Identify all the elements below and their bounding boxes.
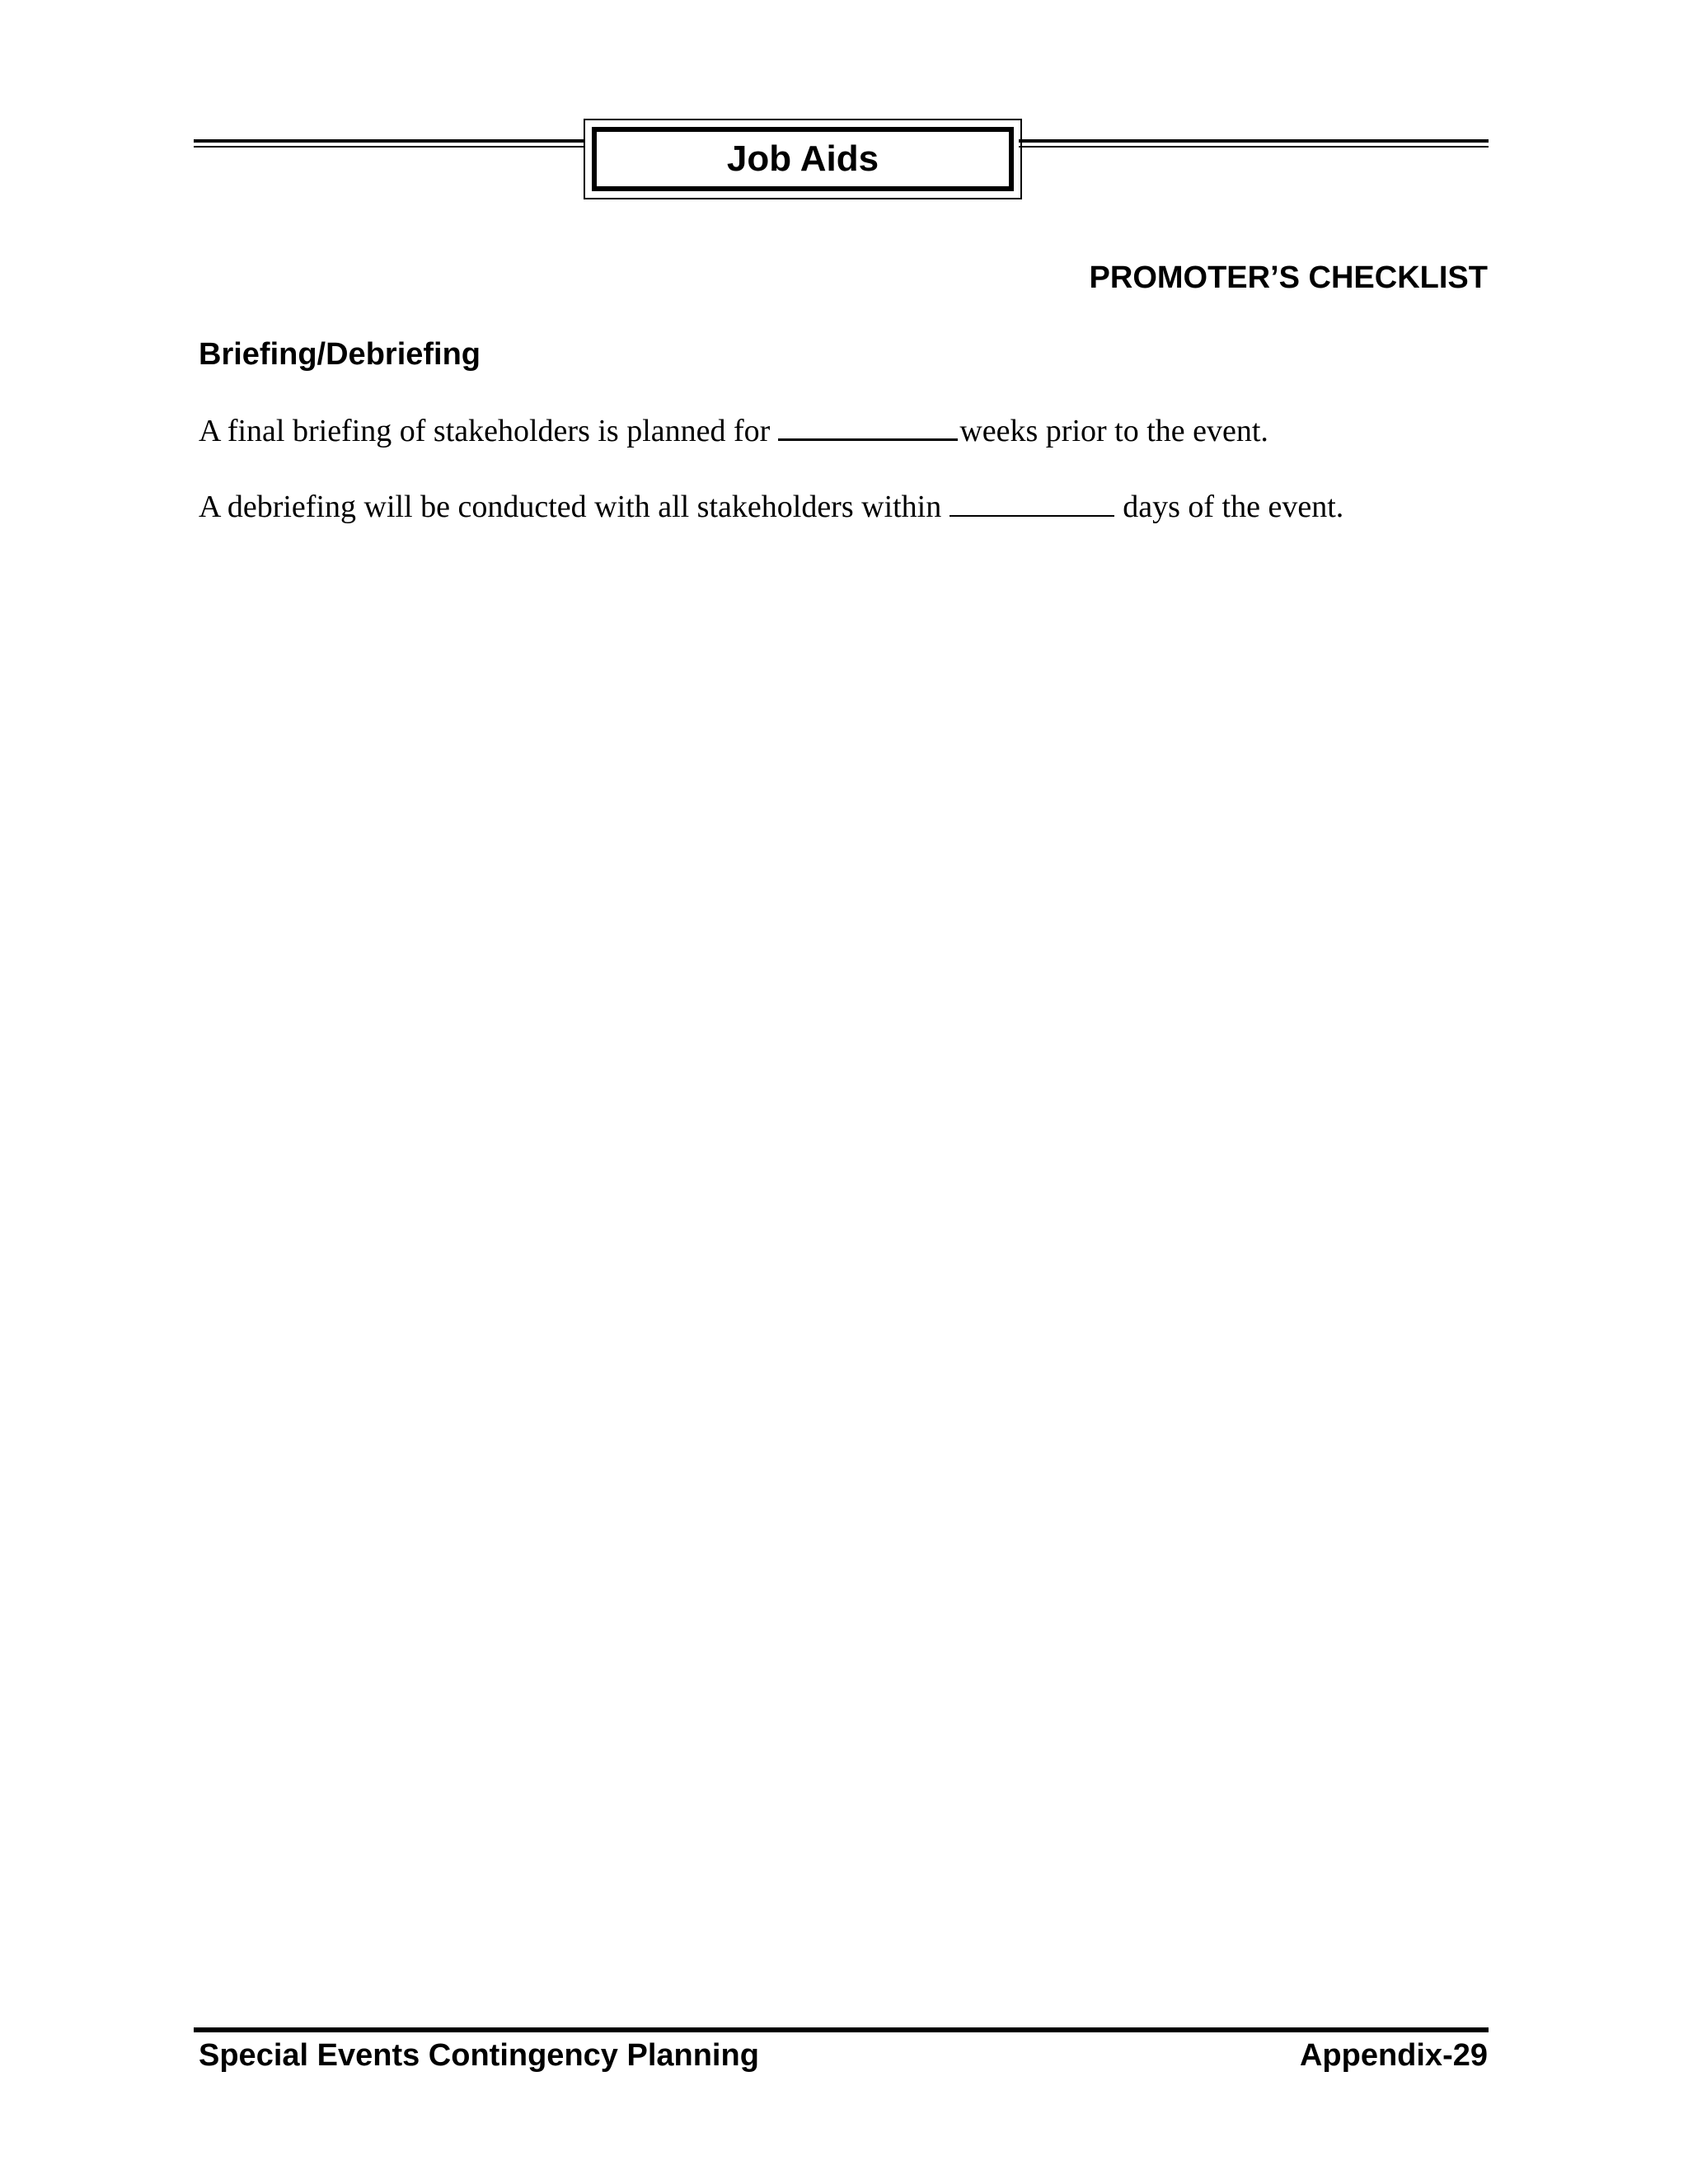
debriefing-text-before: A debriefing will be conducted with all stakeholders within [199,490,942,524]
days-blank-field[interactable] [950,514,1114,517]
weeks-blank-field[interactable] [778,438,958,441]
header-banner-inner [592,127,1014,191]
header-title: Job Aids [726,138,879,179]
footer-page-number: Appendix-29 [1299,2038,1488,2073]
final-briefing-line [199,415,1268,447]
checklist-title: PROMOTER’S CHECKLIST [1089,260,1488,295]
debriefing-text-after: days of the event. [1123,490,1344,524]
section-subheading: Briefing/Debriefing [199,337,481,372]
final-briefing-text-before: A final briefing of stakeholders is planned for [199,414,771,448]
debriefing-line [199,491,1343,523]
header-rule-right [1019,139,1489,148]
header-rule-left [194,139,585,148]
footer-rule [194,2027,1489,2032]
header-banner [584,119,1022,199]
final-briefing-text-after: weeks prior to the event. [959,414,1268,448]
footer-document-title: Special Events Contingency Planning [199,2038,759,2073]
